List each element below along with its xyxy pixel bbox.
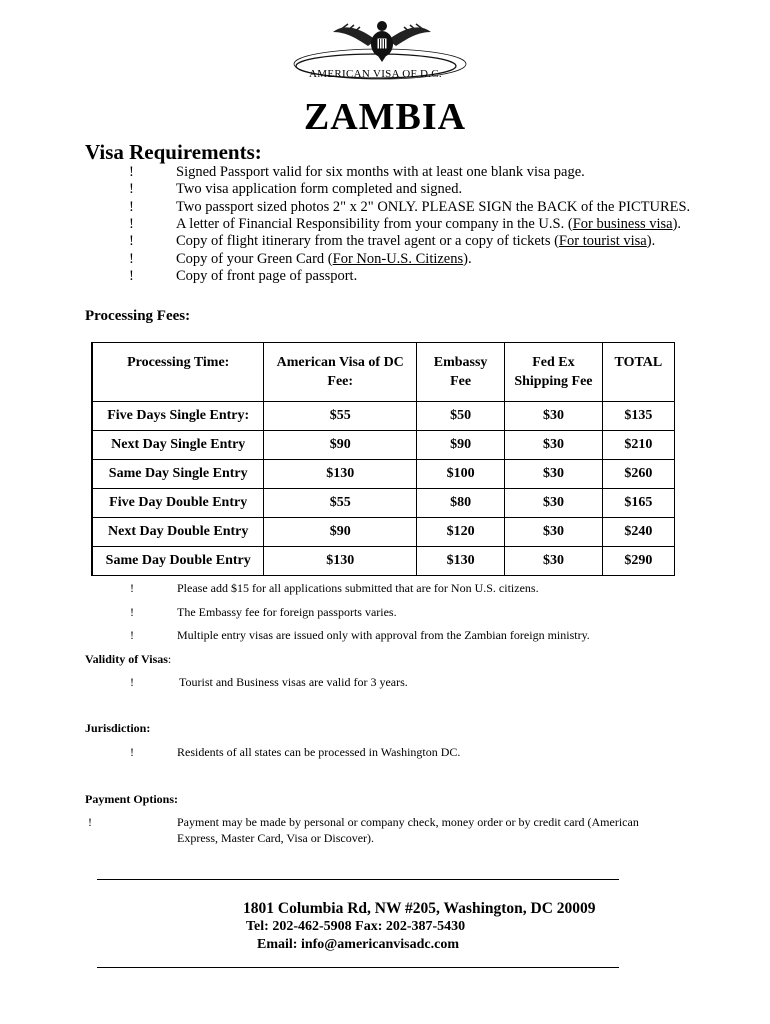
cell-embassy-fee: $50	[417, 402, 505, 431]
cell-embassy-fee: $90	[417, 431, 505, 460]
requirement-text	[176, 251, 472, 268]
requirement-text	[176, 268, 357, 285]
fee-note-text: The Embassy fee for foreign passports varies.	[177, 605, 397, 619]
requirement-text	[176, 233, 655, 250]
cell-total: $135	[602, 402, 674, 431]
cell-total: $165	[602, 489, 674, 518]
requirement-text-part: Copy of flight itinerary from the travel agent or a copy of tickets (	[176, 233, 559, 250]
logo-text: AMERICAN VISA OF D.C.	[309, 68, 442, 80]
col-agency-fee-label: American Visa of DC Fee:	[276, 355, 404, 389]
cell-embassy-fee: $80	[417, 489, 505, 518]
cell-embassy-fee: $120	[417, 518, 505, 547]
requirement-text	[176, 199, 690, 216]
processing-fees-heading: Processing Fees:	[85, 308, 191, 324]
requirement-text	[176, 216, 681, 233]
divider-top	[97, 879, 619, 880]
requirement-text-part: A letter of Financial Responsibility from your company in the U.S. (	[176, 215, 573, 232]
bullet: !	[129, 164, 134, 180]
jurisdiction-note-text: Residents of all states can be processed in Washington DC.	[177, 745, 461, 759]
table-row	[92, 489, 675, 518]
bullet: !	[130, 581, 134, 595]
payment-line-1: Payment may be made by personal or company check, money order or by credit card (American	[177, 815, 639, 829]
col-fedex-fee	[505, 343, 603, 402]
cell-total: $290	[602, 547, 674, 576]
visa-requirements-heading: Visa Requirements:	[85, 140, 262, 164]
bullet: !	[129, 215, 134, 232]
col-embassy-fee	[417, 343, 505, 402]
col-processing-time: Processing Time:	[92, 343, 264, 402]
col-embassy-fee-label: Embassy Fee	[433, 355, 488, 389]
cell-fedex-fee: $30	[505, 547, 603, 576]
validity-heading-text: Validity of Visas	[85, 652, 168, 666]
company-logo	[288, 18, 478, 84]
cell-processing-time: Same Day Double Entry	[92, 547, 264, 576]
bullet: !	[130, 628, 134, 642]
cell-processing-time: Five Day Double Entry	[92, 489, 264, 518]
footer-address: 1801 Columbia Rd, NW #205, Washington, DC 20009	[243, 900, 596, 917]
cell-agency-fee: $130	[264, 460, 417, 489]
requirement-text-part: Two visa application form completed and signed.	[176, 181, 463, 198]
col-fedex-fee-label: Fed Ex Shipping Fee	[514, 355, 593, 389]
requirement-text	[176, 164, 585, 181]
cell-total: $210	[602, 431, 674, 460]
cell-total: $260	[602, 460, 674, 489]
divider-bottom	[97, 967, 619, 968]
requirement-text-part: Two passport sized photos 2" x 2" ONLY. PLEASE SIGN the BACK of the PICTURES.	[176, 198, 691, 215]
cell-fedex-fee: $30	[505, 431, 603, 460]
table-row	[92, 431, 675, 460]
validity-heading-colon: :	[167, 652, 172, 666]
fees-header-row	[92, 343, 675, 402]
bullet: !	[130, 605, 134, 619]
footer-email[interactable]: Email: info@americanvisadc.com	[257, 937, 459, 952]
requirement-text-part: ).	[646, 233, 656, 250]
table-row	[92, 460, 675, 489]
table-row	[92, 402, 675, 431]
payment-heading: Payment Options:	[85, 792, 178, 806]
page-title: ZAMBIA	[303, 96, 467, 138]
cell-processing-time: Five Days Single Entry:	[92, 402, 264, 431]
cell-fedex-fee: $30	[505, 489, 603, 518]
cell-agency-fee: $90	[264, 518, 417, 547]
bullet: !	[129, 181, 134, 198]
bullet: !	[129, 267, 134, 284]
cell-fedex-fee: $30	[505, 460, 603, 489]
bullet: !	[129, 233, 134, 250]
cell-processing-time: Same Day Single Entry	[92, 460, 264, 489]
cell-embassy-fee: $130	[417, 547, 505, 576]
table-row	[92, 518, 675, 547]
fee-note-text: Please add $15 for all applications submitted that are for Non U.S. citizens.	[177, 581, 539, 595]
requirement-text-part: Signed Passport valid for six months with at least one blank visa page.	[176, 164, 585, 180]
bullet: !	[130, 675, 134, 689]
requirement-qualifier: For business visa	[572, 215, 673, 232]
cell-agency-fee: $130	[264, 547, 417, 576]
cell-agency-fee: $55	[264, 489, 417, 518]
cell-processing-time: Next Day Double Entry	[92, 518, 264, 547]
cell-agency-fee: $90	[264, 431, 417, 460]
fees-table	[91, 342, 675, 576]
col-total: TOTAL	[602, 343, 674, 402]
requirement-text-part: Copy of front page of passport.	[176, 267, 358, 284]
requirement-qualifier: For tourist visa	[558, 233, 647, 250]
col-agency-fee	[264, 343, 417, 402]
requirement-text	[176, 181, 462, 198]
table-row	[92, 547, 675, 576]
footer-phone: Tel: 202-462-5908 Fax: 202-387-5430	[246, 919, 466, 934]
requirement-text-part: Copy of your Green Card (	[176, 250, 333, 267]
validity-note-text: Tourist and Business visas are valid for 3 years.	[179, 675, 408, 689]
cell-agency-fee: $55	[264, 402, 417, 431]
payment-line-2: Express, Master Card, Visa or Discover).	[177, 831, 375, 845]
jurisdiction-heading: Jurisdiction:	[85, 721, 151, 735]
bullet: !	[88, 815, 92, 829]
bullet: !	[129, 250, 134, 267]
requirement-text-part: ).	[463, 250, 472, 267]
cell-fedex-fee: $30	[505, 518, 603, 547]
cell-total: $240	[602, 518, 674, 547]
bullet: !	[129, 198, 134, 215]
fee-note-text: Multiple entry visas are issued only with approval from the Zambian foreign ministry.	[177, 628, 590, 642]
cell-fedex-fee: $30	[505, 402, 603, 431]
validity-heading	[85, 652, 171, 667]
cell-processing-time: Next Day Single Entry	[92, 431, 264, 460]
requirement-text-part: ).	[672, 215, 682, 232]
requirement-qualifier: For Non-U.S. Citizens	[332, 250, 464, 267]
bullet: !	[130, 745, 134, 759]
cell-embassy-fee: $100	[417, 460, 505, 489]
